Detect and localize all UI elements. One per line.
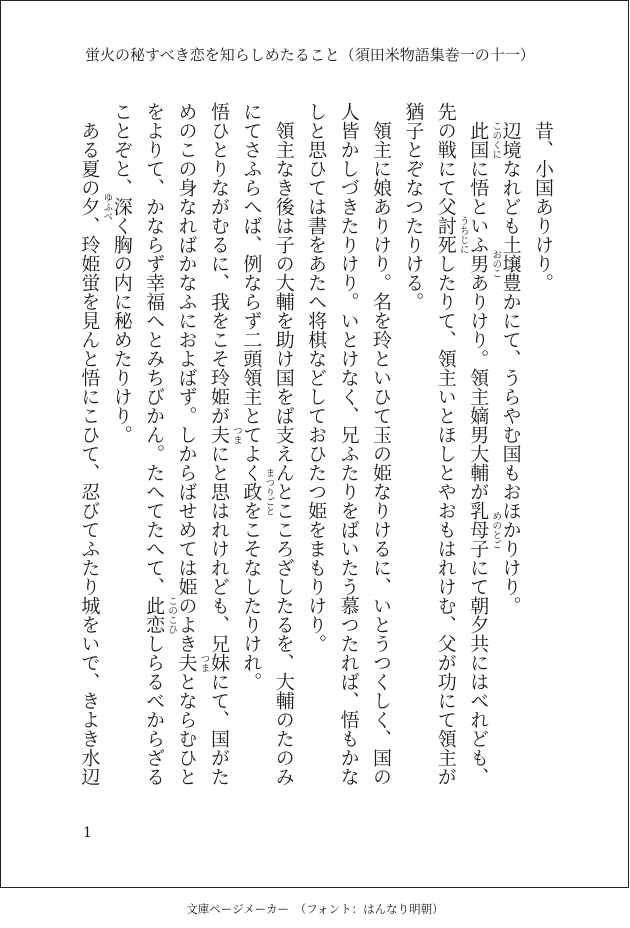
text-run: ありけり。領主嫡男大輔が bbox=[467, 273, 490, 501]
text-line bbox=[332, 102, 364, 814]
text-run: しと思ひては書をあたへ将棋などしておひたつ姫をまもりけり。 bbox=[305, 102, 328, 653]
ruby-base: 政 bbox=[240, 482, 263, 501]
ruby-base: 夕 bbox=[78, 197, 101, 216]
ruby-annotation bbox=[467, 501, 502, 558]
ruby-annotation bbox=[175, 653, 210, 672]
text-line bbox=[203, 102, 242, 814]
paragraph bbox=[73, 102, 113, 814]
text-line bbox=[494, 102, 526, 814]
text-run: 先の戦にて父 bbox=[434, 102, 457, 216]
text-run: ことぞと、深く胸の内に秘めたりけり。 bbox=[110, 102, 133, 444]
ruby-reading: このくに bbox=[490, 121, 502, 159]
text-run: に悟といふ bbox=[467, 159, 490, 254]
paragraph bbox=[105, 102, 242, 814]
ruby-reading: つま bbox=[230, 425, 242, 444]
ruby-base: 夫 bbox=[175, 653, 198, 672]
text-line bbox=[138, 102, 178, 814]
text-line bbox=[462, 102, 502, 814]
ruby-annotation bbox=[434, 216, 469, 254]
text-run: 領主に娘ありけり。名を玲といひて玉の姫なりけるに、いとうつくしく、国の bbox=[369, 121, 392, 786]
ruby-reading: つま bbox=[198, 653, 210, 672]
paragraph bbox=[397, 102, 502, 814]
body-text bbox=[73, 102, 559, 814]
text-run: しらるべからざる bbox=[143, 634, 166, 786]
text-line bbox=[73, 102, 113, 814]
text-run: をこそなしたりけれ。 bbox=[240, 501, 263, 691]
text-line bbox=[300, 102, 332, 814]
text-run: めのこの身なればかなふにおよばず。しからばせめては姫のよき bbox=[175, 102, 198, 653]
ruby-reading: おのこ bbox=[490, 249, 502, 278]
ruby-annotation bbox=[467, 121, 502, 159]
text-line bbox=[429, 102, 469, 814]
text-line bbox=[527, 102, 559, 814]
ruby-base: 乳母子 bbox=[467, 501, 490, 558]
ruby-reading: うちじに bbox=[457, 216, 469, 254]
page-number: 1 bbox=[83, 825, 92, 841]
text-line bbox=[397, 102, 429, 814]
ruby-annotation bbox=[240, 467, 275, 516]
paragraph bbox=[235, 102, 300, 814]
footer-caption: 文庫ページメーカー （フォント：はんなり明朝） bbox=[186, 902, 444, 916]
text-run: 辺境なれども土壌豊かにて、うらやむ国もおほかりけり。 bbox=[499, 121, 522, 615]
text-run: にと思はれけれども、兄妹にて、国がた bbox=[207, 444, 230, 786]
paragraph bbox=[300, 102, 397, 814]
ruby-annotation bbox=[78, 192, 113, 221]
text-line bbox=[170, 102, 210, 814]
text-run: をよりて、かならず幸福へとみちびかん。たへてたへて、 bbox=[143, 102, 166, 596]
text-run: 猶子とぞなつたりける。 bbox=[402, 102, 425, 311]
text-run: したりて、領主いとほしとやおもはれけむ、父が功にて領主が bbox=[434, 254, 457, 786]
ruby-annotation bbox=[207, 425, 242, 444]
text-line bbox=[365, 102, 397, 814]
ruby-reading: めのとご bbox=[490, 510, 502, 549]
ruby-base: 此国 bbox=[467, 121, 490, 159]
ruby-reading: このこひ bbox=[166, 596, 178, 634]
text-line bbox=[235, 102, 275, 814]
text-run: 、玲姫蛍を見んと悟にこひて、忍びてふたり城をいで、きよき水辺 bbox=[78, 216, 101, 786]
page-title: 蛍火の秘すべき恋を知らしめたること（須田米物語集巻一の十一） bbox=[85, 46, 535, 64]
ruby-reading: ゆふべ bbox=[101, 192, 113, 221]
ruby-annotation bbox=[143, 596, 178, 634]
ruby-reading: まつりごと bbox=[263, 467, 275, 516]
text-run: とならむひと bbox=[175, 672, 198, 786]
text-run: 昔、小国ありけり。 bbox=[532, 121, 554, 292]
ruby-base: 夫 bbox=[207, 425, 230, 444]
paragraph bbox=[527, 102, 559, 814]
text-run: 領主なき後は子の大輔を助け国をば支えんとこころざしたるを、大輔のたのみ bbox=[272, 121, 295, 786]
ruby-base: 此恋 bbox=[143, 596, 166, 634]
ruby-base: 討死 bbox=[434, 216, 457, 254]
text-run: にて朝夕共にはべれども、 bbox=[467, 558, 490, 786]
text-run: 人皆かしづきたりけり。いとけなく、兄ふたりをばいたう慕つたれば、悟もかな bbox=[337, 102, 360, 786]
ruby-base: 男 bbox=[467, 254, 490, 273]
text-run: にてさふらへば、例ならず二頭領主とてよく bbox=[240, 102, 263, 482]
text-line bbox=[267, 102, 299, 814]
paragraph bbox=[494, 102, 526, 814]
ruby-annotation bbox=[467, 249, 502, 278]
text-run: 悟ひとりながむるに、我をこそ玲姫が bbox=[207, 102, 230, 425]
text-run: ある夏の bbox=[78, 121, 101, 197]
